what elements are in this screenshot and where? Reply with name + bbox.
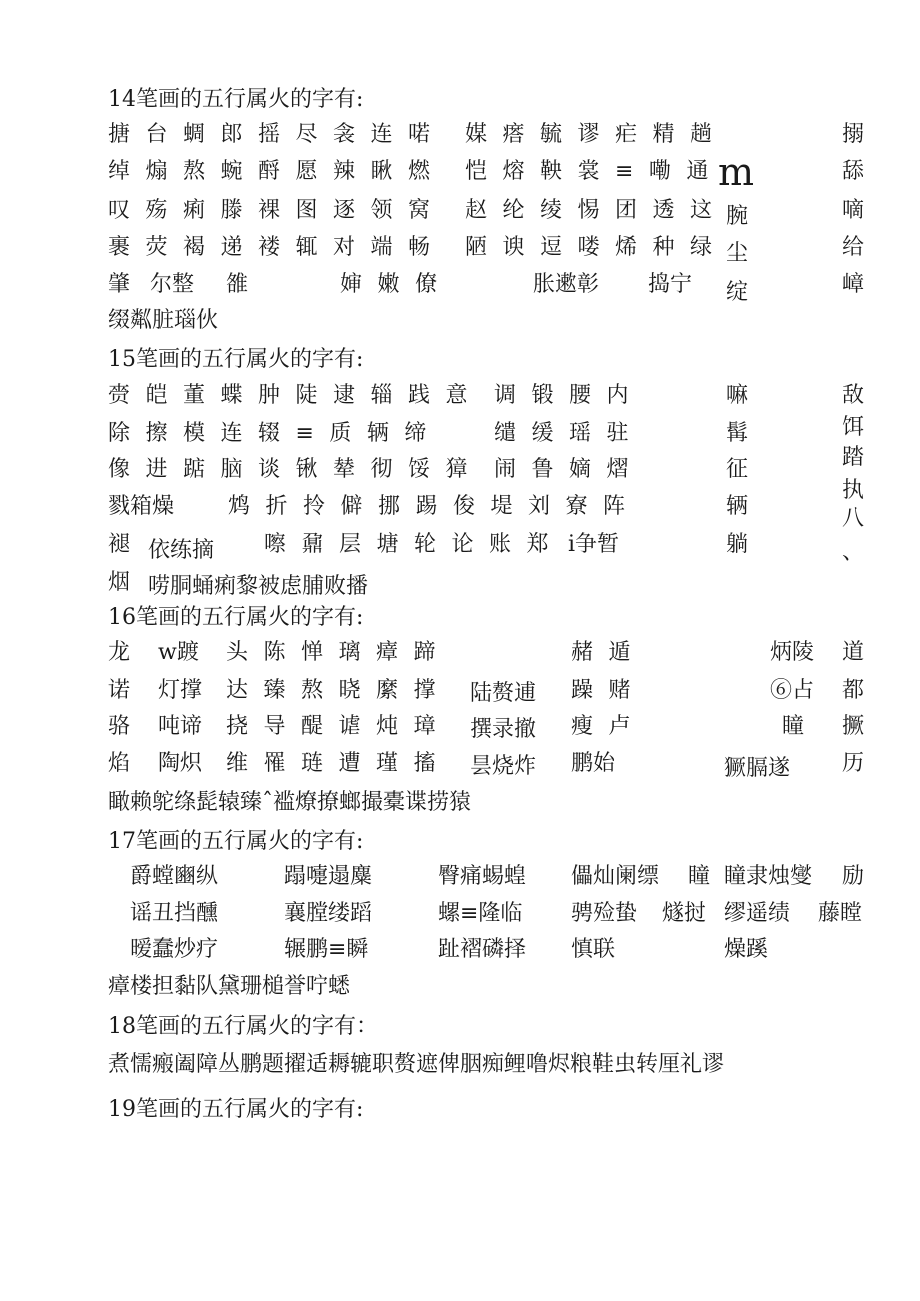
s14-row-5 — [0, 270, 920, 304]
s17-r1-a: 爵螳豳纵 — [130, 864, 219, 889]
s14-r5-c: 雒 — [226, 272, 249, 297]
s16-r3-f: 瞳 — [782, 714, 805, 739]
s16-r4-c: 维罹琏遭瑾搐 — [226, 751, 452, 776]
s16-r3-g: 撅 — [842, 714, 865, 739]
s17-r2-g: 藤瞠 — [818, 901, 863, 926]
s17-r2-a: 谣丑挡醺 — [130, 901, 219, 926]
s14-r5-g: 绽 — [726, 280, 749, 305]
s15-r4-a: 戮箱燥 — [108, 494, 175, 519]
s16-r4-d: 昙烧炸 — [470, 754, 537, 779]
s17-r3-d: 慎联 — [571, 937, 616, 962]
s16-r2-e: 躁赌 — [571, 678, 647, 703]
s16-r2-c: 达臻熬晓縻撑 — [226, 678, 452, 703]
s15-r1-a: 赍皑董蝶肿陡逮辎践意 — [108, 383, 484, 408]
s14-row-2 — [0, 157, 920, 191]
s16-row-4 — [0, 749, 920, 783]
s14-r4-c: 尘 — [726, 241, 749, 266]
s15-r2-a: 除擦模连辍≡质辆缔 — [108, 421, 442, 446]
s17-r1-f: 瞳隶烛燮 — [724, 864, 813, 889]
s16-r2-d: 陆赘逋 — [470, 681, 537, 706]
section-16-heading: 16笔画的五行属火的字有: — [108, 605, 364, 630]
s15-tail-2: 唠胴蛹痢黎被虑脯败播 — [148, 574, 369, 599]
s14-r4-d: 给 — [842, 235, 865, 260]
s15-r4-d: 执 — [842, 478, 865, 503]
s15-row-3 — [0, 445, 920, 489]
s16-r2-f: ⑥占 — [770, 678, 815, 703]
s17-r3-e: 燥蹊 — [724, 937, 769, 962]
s16-r4-e: 鹏始 — [571, 751, 616, 776]
s14-r2-a: 绰煽熬蜿酹愿辣瞅燃 — [108, 159, 446, 184]
s14-r3-a: 叹殇痢滕裸图逐领窝 — [108, 198, 446, 223]
s15-r4-c: 辆 — [726, 494, 749, 519]
s17-row-1 — [0, 862, 920, 896]
s15-r2-d: 饵 — [842, 415, 865, 440]
section-18-heading: 18笔画的五行属火的字有： — [108, 1014, 378, 1039]
s14-r5-a: 肇 — [108, 272, 131, 297]
s15-r5-b: 依练摘 — [148, 538, 215, 563]
section-17-heading: 17笔画的五行属火的字有: — [108, 829, 364, 854]
s16-row-2 — [0, 676, 920, 710]
s14-r3-d: 嘀 — [842, 198, 865, 223]
s16-r3-a: 骆 — [108, 714, 131, 739]
s14-r2-d: 舔 — [842, 159, 865, 184]
s15-extra-mark: 、 — [842, 540, 865, 565]
s16-row-1 — [0, 638, 920, 672]
s16-r4-a: 焰 — [108, 751, 131, 776]
s14-r5-d: 婶嫩僚 — [340, 272, 453, 297]
s17-row-2 — [0, 899, 920, 933]
s16-r3-c: 挠导醍谑炖璋 — [226, 714, 452, 739]
s17-r1-e: 瞳 — [688, 864, 711, 889]
s16-r4-f: 獗膈遂 — [724, 756, 791, 781]
s14-r5-h: 嶂 — [842, 272, 865, 297]
s17-r3-a: 暧蠢炒疗 — [130, 937, 219, 962]
s14-r2-b: 恺熔鞅裳≡嘞通 — [465, 159, 724, 184]
s15-r3-d: 踏 — [842, 445, 865, 470]
s14-r1-b: 媒瘩毓谬疟精趟 — [465, 122, 728, 147]
s14-r5-e: 胀遬彰 — [533, 272, 600, 297]
s17-r3-b: 辗鹏≡瞬 — [284, 937, 369, 962]
s15-r5-e: 躺 — [726, 532, 749, 557]
s16-r1-e: 炳陵 — [770, 640, 815, 665]
s14-row-4 — [0, 233, 920, 267]
s17-r1-c: 臀痛蜴蝗 — [438, 864, 527, 889]
s16-row-3 — [0, 712, 920, 746]
s16-r4-b: 陶炽 — [158, 751, 203, 776]
s16-r1-d: 赭遁 — [571, 640, 647, 665]
s16-r2-b: 灯撑 — [158, 678, 203, 703]
s16-r1-c: 头陈惮璃瘴蹄 — [226, 640, 452, 665]
s14-r4-a: 裹荧褐递褛辄对端畅 — [108, 235, 446, 260]
s15-tail: 烟 — [108, 570, 131, 595]
s15-r1-b: 调锻腰内 — [494, 383, 645, 408]
s15-r2-c: 髯 — [726, 421, 749, 446]
s17-tail: 瘴楼担黏队黛珊槌誉咛蟋 — [108, 974, 351, 999]
s16-r3-b: 吨谛 — [158, 714, 203, 739]
s14-r1-a: 搪台蜩郎摇尽衾连喏 — [108, 122, 446, 147]
s15-r5-f: 八 — [842, 506, 865, 531]
s16-r3-d: 撰录撤 — [470, 717, 537, 742]
s17-r1-g: 励 — [842, 864, 865, 889]
s14-r5-f: 捣宁 — [648, 272, 693, 297]
s15-r5-a: 褪 — [108, 532, 131, 557]
section-19-heading: 19笔画的五行属火的字有: — [108, 1097, 364, 1122]
s14-r5-b: 尔整 — [150, 272, 195, 297]
s16-r2-g: 都 — [842, 678, 865, 703]
s16-r3-e: 瘦卢 — [571, 714, 647, 739]
s16-r1-a: 龙 — [108, 640, 131, 665]
s14-r1-d: 搦 — [842, 122, 865, 147]
s17-r2-d: 骋殓蛰 — [571, 901, 638, 926]
s17-r1-d: 儡灿阑缥 — [571, 864, 660, 889]
s16-r1-f: 道 — [842, 640, 865, 665]
s14-r4-b: 陋谀逗喽烯种绿 — [465, 235, 728, 260]
s15-r1-d: 敌 — [842, 383, 865, 408]
s15-row-4 — [0, 478, 920, 526]
s17-r3-c: 趾褶磷择 — [438, 937, 527, 962]
s16-r1-b: w踱 — [158, 640, 199, 665]
s17-r2-e: 燧挝 — [662, 901, 707, 926]
s17-r2-c: 螺≡隆临 — [438, 901, 523, 926]
s16-r4-g: 历 — [842, 751, 865, 776]
s17-r1-b: 蹋嚏遢麋 — [284, 864, 373, 889]
s14-row-3 — [0, 196, 920, 230]
s14-row-1 — [0, 120, 920, 154]
section-15-heading: 15笔画的五行属火的字有: — [108, 347, 364, 372]
s15-row-1 — [0, 381, 920, 415]
section-14-heading: 14笔画的五行属火的字有: — [108, 87, 364, 112]
s15-r3-c: 征 — [726, 457, 749, 482]
s15-r3-b: 闹鲁嫡熠 — [494, 457, 645, 482]
s18-tail: 煮懦瘢阖障丛鹏题擢适耨辘职赘遮俾胭痴鲤噜烬粮鞋虫转厘礼谬 — [108, 1052, 725, 1077]
s15-r3-a: 像进踮脑谈锹辇彻馁獐 — [108, 457, 484, 482]
s16-tail: 瞰赖鸵绦髭辕臻ˆ褴燎撩螂撮橐谍捞猿 — [108, 790, 472, 815]
s17-r2-f: 缪遥绩 — [724, 901, 791, 926]
s15-r1-c: 嘛 — [726, 383, 749, 408]
s17-row-3 — [0, 935, 920, 969]
s14-tail: 缀粼脏瑙伙 — [108, 308, 219, 333]
s16-r2-a: 诺 — [108, 678, 131, 703]
s17-r2-b: 襄膛缕蹈 — [284, 901, 373, 926]
s14-large-glyph: m — [718, 150, 755, 194]
s15-r5-d: i争暂 — [568, 532, 620, 557]
s14-r3-b: 赵纶绫惕团透这 — [465, 198, 728, 223]
s15-r2-b: 缱缓瑶驻 — [494, 421, 645, 446]
s15-row-2 — [0, 415, 920, 453]
s15-r4-b: 鸩折拎僻挪踢俊堤刘寮阵 — [228, 494, 641, 519]
s14-r3-c: 腕 — [726, 204, 749, 229]
s15-r5-c: 嚓鼐层塘轮论账郑 — [264, 532, 565, 557]
